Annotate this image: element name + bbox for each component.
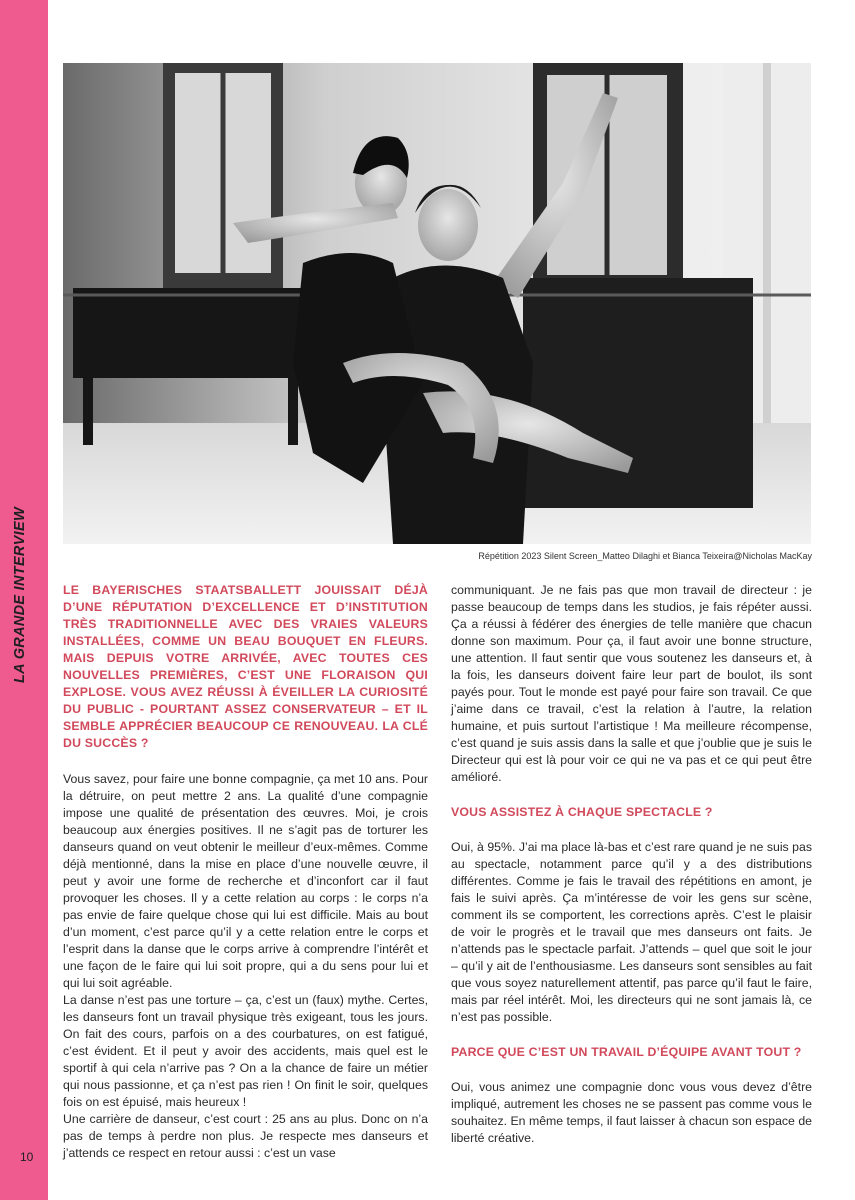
answer-1-paragraph-2: La danse n’est pas une torture – ça, c’est un (faux) mythe. Certes, les danseurs font un travail physique très exigeant, tous les jours. On fait des cours, parfois on a des courbatures, on est fatigué, c’est évident. Et il peut y avoir des accidents, mais quel est le sportif à qui cela n’arrive pas ? On a la chance de faire un métier qui nous passionne, et ça n’est pas rien ! On finit le soir, quelques fois on est épuisé, mais heureux ! bbox=[63, 993, 428, 1109]
answer-1-paragraph-3: Une carrière de danseur, c’est court : 25 ans au plus. Donc on n’a pas de temps à perdre non plus. Je respecte mes danseurs et j’attends ce respect en retour aussi : c’est un vase bbox=[63, 1112, 428, 1160]
article-column-right bbox=[451, 582, 812, 1147]
article-column-left bbox=[63, 582, 428, 1162]
answer-3: Oui, vous animez une compagnie donc vous vous devez d’être impliqué, autrement les choses ne se passent pas comme vous le souhaitez. En même temps, il faut laisser à chacun son espace de liberté créative. bbox=[451, 1080, 812, 1145]
answer-1-paragraph-4: communiquant. Je ne fais pas que mon travail de directeur : je passe beaucoup de temps dans les studios, je fais répéter aussi. Ça a réussi à fédérer des énergies de telle manière que chacun donne son maximum. Pour ça, il faut avoir une bonne structure, une attention. Il faut sentir que vous soutenez les danseurs et, à la fois, les danseurs doivent faire leur part de boulot, ils sont payés pour. Tout le monde est payé pour faire son travail. Ce que j’aime dans ce travail, c’est la relation à l’autre, la relation humaine, et puis surtout l’artistique ! Ma meilleure récompense, c’est quand je suis assis dans la salle et que j’oublie que je suis le Directeur qui est là pour voir ce qui ne va pas et ce qui peut être amélioré. bbox=[451, 583, 812, 784]
page-number: 10 bbox=[20, 1150, 34, 1164]
photo-caption: Répétition 2023 Silent Screen_Matteo Dilaghi et Bianca Teixeira@Nicholas MacKay bbox=[478, 551, 812, 561]
answer-2: Oui, à 95%. J’ai ma place là-bas et c’est rare quand je ne suis pas au spectacle, notamment parce qu’il y a des distributions différentes. Comme je fais le travail des répétitions en amont, je fais le suivi après. Ça m’intéresse de voir les gens sur scène, comment ils se comportent, les corrections après. C’est le plaisir de voir le progrès et le travail que mes danseurs ont faits. Je n’attends pas le spectacle parfait. J’attends – quel que soit le jour – qu’il y ait de l’enthousiasme. Les danseurs sont sensibles au fait que vous soyez naturellement attentif, pas parce qu’il faut le faire, mais par réel intérêt. Moi, les directeurs qui ne sont jamais là, ce n’est pas possible. bbox=[451, 840, 812, 1024]
section-label: LA GRANDE INTERVIEW bbox=[12, 507, 28, 683]
rehearsal-photo bbox=[63, 63, 811, 544]
question-2: VOUS ASSISTEZ À CHAQUE SPECTACLE ? bbox=[451, 805, 713, 819]
question-3: PARCE QUE C’EST UN TRAVAIL D’ÉQUIPE AVANT TOUT ? bbox=[451, 1045, 802, 1059]
question-1: LE BAYERISCHES STAATSBALLETT JOUISSAIT DÉJÀ D’UNE RÉPUTATION D’EXCELLENCE ET D’INSTITUTION TRÈS TRADITIONNELLE AVEC DES VRAIES VALEURS INSTALLÉES, COMME UN BEAU BOUQUET EN FLEURS. MAIS DEPUIS VOTRE ARRIVÉE, AVEC TOUTES CES NOUVELLES PREMIÈRES, C’EST UNE FLORAISON QUI EXPLOSE. VOUS AVEZ RÉUSSI À ÉVEILLER LA CURIOSITÉ DU PUBLIC - POURTANT ASSEZ CONSERVATEUR – ET IL SEMBLE APPRÉCIER BEAUCOUP CE RENOUVEAU. LA CLÉ DU SUCCÈS ? bbox=[63, 583, 428, 750]
answer-1-paragraph-1: Vous savez, pour faire une bonne compagnie, ça met 10 ans. Pour la détruire, on peut mettre 2 ans. La qualité d’une compagnie impose une qualité de présentation des œuvres. Moi, je crois beaucoup aux énergies positives. Il ne s’agit pas de torturer les danseurs quand on veut obtenir le meilleur d’eux-mêmes. Comme déjà mentionné, dans la mise en place d’une nouvelle œuvre, il peut y avoir une forme de recherche et d’inconfort car il faut provoquer les choses. Il y a cette relation au corps : le corps n’a pas envie de faire quelque chose qui lui est difficile. Mais au bout d’un moment, c’est parce qu’il y a cette relation entre le corps et l’esprit dans la danse que le corps arrive à comprendre l’intérêt et une façon de le faire qui lui soit propre, qui a du sens pour lui et qui lui soit agréable. bbox=[63, 772, 428, 990]
